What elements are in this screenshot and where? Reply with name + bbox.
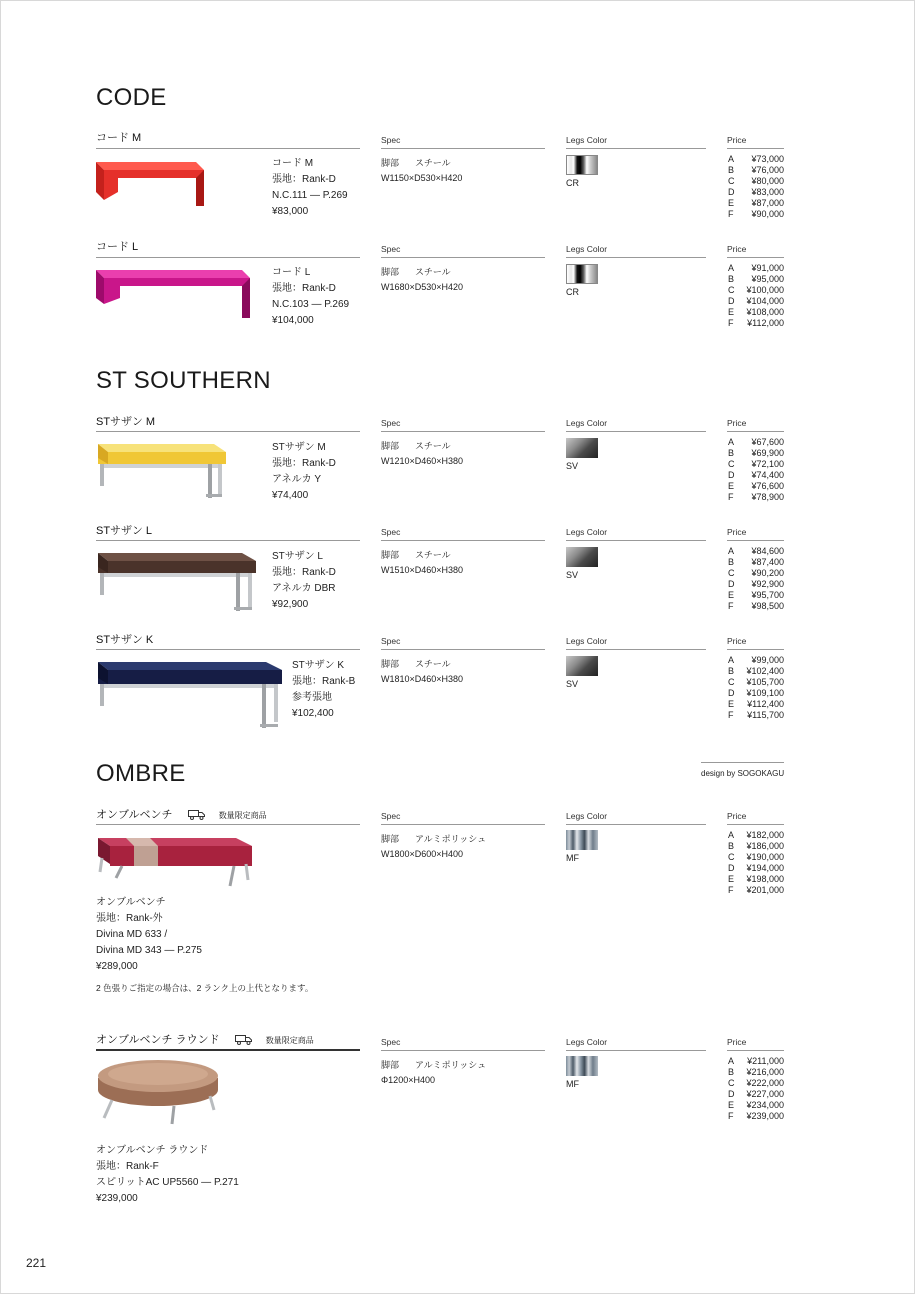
price-row: F ¥112,000 xyxy=(728,318,784,328)
divider xyxy=(96,257,360,258)
spec-material: スチール xyxy=(415,441,451,451)
spec-leg-label: 脚部 xyxy=(381,659,400,669)
desc-line: コード M xyxy=(272,158,314,169)
price-row: F ¥239,000 xyxy=(728,1111,784,1121)
desc-line: アネルカ Y xyxy=(272,474,322,485)
st-k-price-table xyxy=(728,655,784,721)
spec-material: スチール xyxy=(415,659,451,669)
code-l-spec xyxy=(381,265,463,295)
product-name-st-l: STサザン L xyxy=(96,525,153,537)
desc-line: ¥104,000 xyxy=(272,315,314,326)
delivery-truck-icon xyxy=(188,809,206,820)
divider xyxy=(727,649,784,650)
divider xyxy=(381,148,545,149)
divider xyxy=(701,762,784,763)
divider xyxy=(566,148,706,149)
st-l-bench-image xyxy=(96,547,260,613)
spec-leg-label: 脚部 xyxy=(381,1060,400,1070)
desc-line: コード L xyxy=(272,267,311,278)
spec-leg-label: 脚部 xyxy=(381,267,400,277)
spec-label: Spec xyxy=(381,244,401,254)
price-row: C ¥90,200 xyxy=(728,568,784,578)
price-row: F ¥90,000 xyxy=(728,209,784,219)
price-label: Price xyxy=(727,135,747,145)
price-row: C ¥80,000 xyxy=(728,176,784,186)
price-row: D ¥92,900 xyxy=(728,579,784,589)
price-row: D ¥74,400 xyxy=(728,470,784,480)
price-label: Price xyxy=(727,244,747,254)
price-row: E ¥76,600 xyxy=(728,481,784,491)
legs-color-label: Legs Color xyxy=(566,636,608,646)
price-row: C ¥105,700 xyxy=(728,677,784,687)
price-row: E ¥198,000 xyxy=(728,874,784,884)
ombre-round-bench-image xyxy=(96,1056,220,1126)
product-name-text: オンブルベンチ xyxy=(96,809,173,821)
price-label: Price xyxy=(727,418,747,428)
desc-line: スピリットAC UP5560 — P.271 xyxy=(96,1177,239,1188)
desc-line: STサザン L xyxy=(272,551,323,562)
product-name-st-k: STサザン K xyxy=(96,634,154,646)
product-name-ombre-bench xyxy=(96,806,267,822)
spec-label: Spec xyxy=(381,636,401,646)
legs-color-label: Legs Color xyxy=(566,527,608,537)
code-m-price-table xyxy=(728,154,784,220)
spec-leg-label: 脚部 xyxy=(381,441,400,451)
code-l-price-table xyxy=(728,263,784,329)
leg-color-code: SV xyxy=(566,679,579,689)
spec-label: Spec xyxy=(381,418,401,428)
ombre-round-spec xyxy=(381,1058,486,1088)
desc-line: Divina MD 633 / xyxy=(96,929,168,940)
st-l-spec xyxy=(381,548,463,578)
price-row: B ¥102,400 xyxy=(728,666,784,676)
ombre-round-description xyxy=(96,1143,239,1207)
divider xyxy=(96,1049,360,1051)
leg-color-swatch-sv xyxy=(566,656,598,676)
price-row: B ¥216,000 xyxy=(728,1067,784,1077)
spec-material: アルミポリッシュ xyxy=(415,834,487,844)
legs-color-label: Legs Color xyxy=(566,1037,608,1047)
price-row: C ¥100,000 xyxy=(728,285,784,295)
ombre-round-price-table xyxy=(728,1056,784,1122)
st-l-price-table xyxy=(728,546,784,612)
divider xyxy=(727,148,784,149)
spec-material: スチール xyxy=(415,550,451,560)
leg-color-code: SV xyxy=(566,570,579,580)
price-row: E ¥234,000 xyxy=(728,1100,784,1110)
desc-line: 参考張地 xyxy=(292,692,332,703)
leg-color-code: SV xyxy=(566,461,579,471)
spec-dimensions: W1810×D460×H380 xyxy=(381,674,464,684)
price-row: F ¥115,700 xyxy=(728,710,784,720)
ombre-bench-image xyxy=(96,830,256,890)
spec-label: Spec xyxy=(381,135,401,145)
desc-line: オンブルベンチ ラウンド xyxy=(96,1145,209,1156)
page-number: 221 xyxy=(26,1256,47,1270)
spec-dimensions: Φ1200×H400 xyxy=(381,1075,435,1085)
price-row: A ¥67,600 xyxy=(728,437,784,447)
price-row: E ¥112,400 xyxy=(728,699,784,709)
desc-line: Divina MD 343 — P.275 xyxy=(96,945,202,956)
divider xyxy=(381,540,545,541)
desc-line: ¥83,000 xyxy=(272,206,309,217)
spec-label: Spec xyxy=(381,527,401,537)
spec-material: アルミポリッシュ xyxy=(415,1060,487,1070)
desc-line: ¥102,400 xyxy=(292,708,334,719)
price-row: D ¥194,000 xyxy=(728,863,784,873)
divider xyxy=(727,257,784,258)
price-row: B ¥95,000 xyxy=(728,274,784,284)
legs-color-label: Legs Color xyxy=(566,244,608,254)
limited-quantity-tag: 数量限定商品 xyxy=(218,811,267,820)
price-row: A ¥211,000 xyxy=(728,1056,784,1066)
designer-credit: design by SOGOKAGU xyxy=(701,769,785,778)
price-row: D ¥104,000 xyxy=(728,296,784,306)
leg-color-swatch-sv xyxy=(566,547,598,567)
divider xyxy=(727,824,784,825)
desc-line: アネルカ DBR xyxy=(272,583,336,594)
series-title-code: CODE xyxy=(96,84,167,111)
spec-dimensions: W1680×D530×H420 xyxy=(381,282,464,292)
desc-line: ¥239,000 xyxy=(96,1193,138,1204)
price-row: F ¥78,900 xyxy=(728,492,784,502)
leg-color-swatch-cr xyxy=(566,155,598,175)
divider xyxy=(381,257,545,258)
desc-line: 張地：Rank-B xyxy=(292,676,356,687)
price-row: B ¥87,400 xyxy=(728,557,784,567)
desc-line: 張地：Rank-D xyxy=(272,567,336,578)
price-row: F ¥201,000 xyxy=(728,885,784,895)
price-row: C ¥72,100 xyxy=(728,459,784,469)
leg-color-code: MF xyxy=(566,1079,579,1089)
price-label: Price xyxy=(727,1037,747,1047)
product-name-st-m: STサザン M xyxy=(96,416,156,428)
delivery-truck-icon xyxy=(235,1034,253,1045)
spec-leg-label: 脚部 xyxy=(381,550,400,560)
series-title-st-southern: ST SOUTHERN xyxy=(96,367,271,394)
st-m-price-table xyxy=(728,437,784,503)
spec-leg-label: 脚部 xyxy=(381,158,400,168)
divider xyxy=(96,824,360,825)
price-label: Price xyxy=(727,811,747,821)
leg-color-code: MF xyxy=(566,853,579,863)
product-name-text: オンブルベンチ ラウンド xyxy=(96,1034,220,1046)
desc-line: オンブルベンチ xyxy=(96,897,166,908)
divider xyxy=(381,649,545,650)
desc-line: 張地：Rank-F xyxy=(96,1161,159,1172)
legs-color-label: Legs Color xyxy=(566,418,608,428)
spec-dimensions: W1800×D600×H400 xyxy=(381,849,464,859)
divider xyxy=(566,257,706,258)
desc-line: 張地：Rank-D xyxy=(272,283,336,294)
st-m-bench-image xyxy=(96,438,230,500)
code-m-bench-image xyxy=(96,156,206,208)
spec-dimensions: W1510×D460×H380 xyxy=(381,565,464,575)
price-row: D ¥227,000 xyxy=(728,1089,784,1099)
price-row: C ¥222,000 xyxy=(728,1078,784,1088)
product-name-code-l: コード L xyxy=(96,241,139,253)
ombre-bench-price-table xyxy=(728,830,784,896)
price-row: A ¥73,000 xyxy=(728,154,784,164)
desc-line: 張地：Rank-D xyxy=(272,458,336,469)
desc-line: ¥74,400 xyxy=(272,490,309,501)
price-row: C ¥190,000 xyxy=(728,852,784,862)
price-row: E ¥87,000 xyxy=(728,198,784,208)
spec-dimensions: W1210×D460×H380 xyxy=(381,456,464,466)
price-row: D ¥83,000 xyxy=(728,187,784,197)
divider xyxy=(566,540,706,541)
divider xyxy=(566,649,706,650)
price-row: E ¥108,000 xyxy=(728,307,784,317)
limited-quantity-tag: 数量限定商品 xyxy=(265,1036,314,1045)
price-row: A ¥99,000 xyxy=(728,655,784,665)
divider xyxy=(381,431,545,432)
leg-color-swatch-mf xyxy=(566,1056,598,1076)
st-k-spec xyxy=(381,657,463,687)
leg-color-swatch-sv xyxy=(566,438,598,458)
code-l-bench-image xyxy=(96,264,252,320)
price-row: B ¥186,000 xyxy=(728,841,784,851)
desc-line: N.C.111 — P.269 xyxy=(272,190,348,201)
divider xyxy=(96,431,360,432)
code-m-spec xyxy=(381,156,462,186)
code-l-description xyxy=(272,265,349,329)
price-row: A ¥182,000 xyxy=(728,830,784,840)
divider xyxy=(381,824,545,825)
st-m-spec xyxy=(381,439,463,469)
divider xyxy=(96,540,360,541)
divider xyxy=(566,1050,706,1051)
ombre-bench-spec xyxy=(381,832,486,862)
two-color-note: 2 色張りご指定の場合は、2 ランク上の上代となります。 xyxy=(96,983,314,993)
divider xyxy=(96,148,360,149)
price-row: B ¥69,900 xyxy=(728,448,784,458)
leg-color-swatch-mf xyxy=(566,830,598,850)
ombre-bench-description xyxy=(96,895,202,975)
price-row: A ¥91,000 xyxy=(728,263,784,273)
product-name-ombre-round xyxy=(96,1031,314,1047)
leg-color-code: CR xyxy=(566,178,579,188)
divider xyxy=(566,431,706,432)
divider xyxy=(381,1050,545,1051)
divider xyxy=(727,1050,784,1051)
st-l-description xyxy=(272,549,336,613)
spec-label: Spec xyxy=(381,1037,401,1047)
spec-leg-label: 脚部 xyxy=(381,834,400,844)
desc-line: STサザン M xyxy=(272,442,326,453)
divider xyxy=(566,824,706,825)
legs-color-label: Legs Color xyxy=(566,135,608,145)
spec-material: スチール xyxy=(415,158,451,168)
divider xyxy=(727,431,784,432)
desc-line: 張地：Rank-D xyxy=(272,174,336,185)
desc-line: ¥92,900 xyxy=(272,599,309,610)
divider xyxy=(96,649,360,650)
price-row: D ¥109,100 xyxy=(728,688,784,698)
spec-material: スチール xyxy=(415,267,451,277)
spec-label: Spec xyxy=(381,811,401,821)
divider xyxy=(727,540,784,541)
price-row: B ¥76,000 xyxy=(728,165,784,175)
series-title-ombre: OMBRE xyxy=(96,760,186,787)
code-m-description xyxy=(272,156,348,220)
desc-line: 張地：Rank-外 xyxy=(96,913,163,924)
desc-line: STサザン K xyxy=(292,660,345,671)
leg-color-code: CR xyxy=(566,287,579,297)
desc-line: ¥289,000 xyxy=(96,961,138,972)
price-label: Price xyxy=(727,636,747,646)
price-row: A ¥84,600 xyxy=(728,546,784,556)
st-k-bench-image xyxy=(96,656,286,730)
st-k-description xyxy=(292,658,355,722)
st-m-description xyxy=(272,440,336,504)
price-row: E ¥95,700 xyxy=(728,590,784,600)
price-row: F ¥98,500 xyxy=(728,601,784,611)
spec-dimensions: W1150×D530×H420 xyxy=(381,173,463,183)
desc-line: N.C.103 — P.269 xyxy=(272,299,350,310)
leg-color-swatch-cr xyxy=(566,264,598,284)
price-label: Price xyxy=(727,527,747,537)
legs-color-label: Legs Color xyxy=(566,811,608,821)
product-name-code-m: コード M xyxy=(96,132,142,144)
